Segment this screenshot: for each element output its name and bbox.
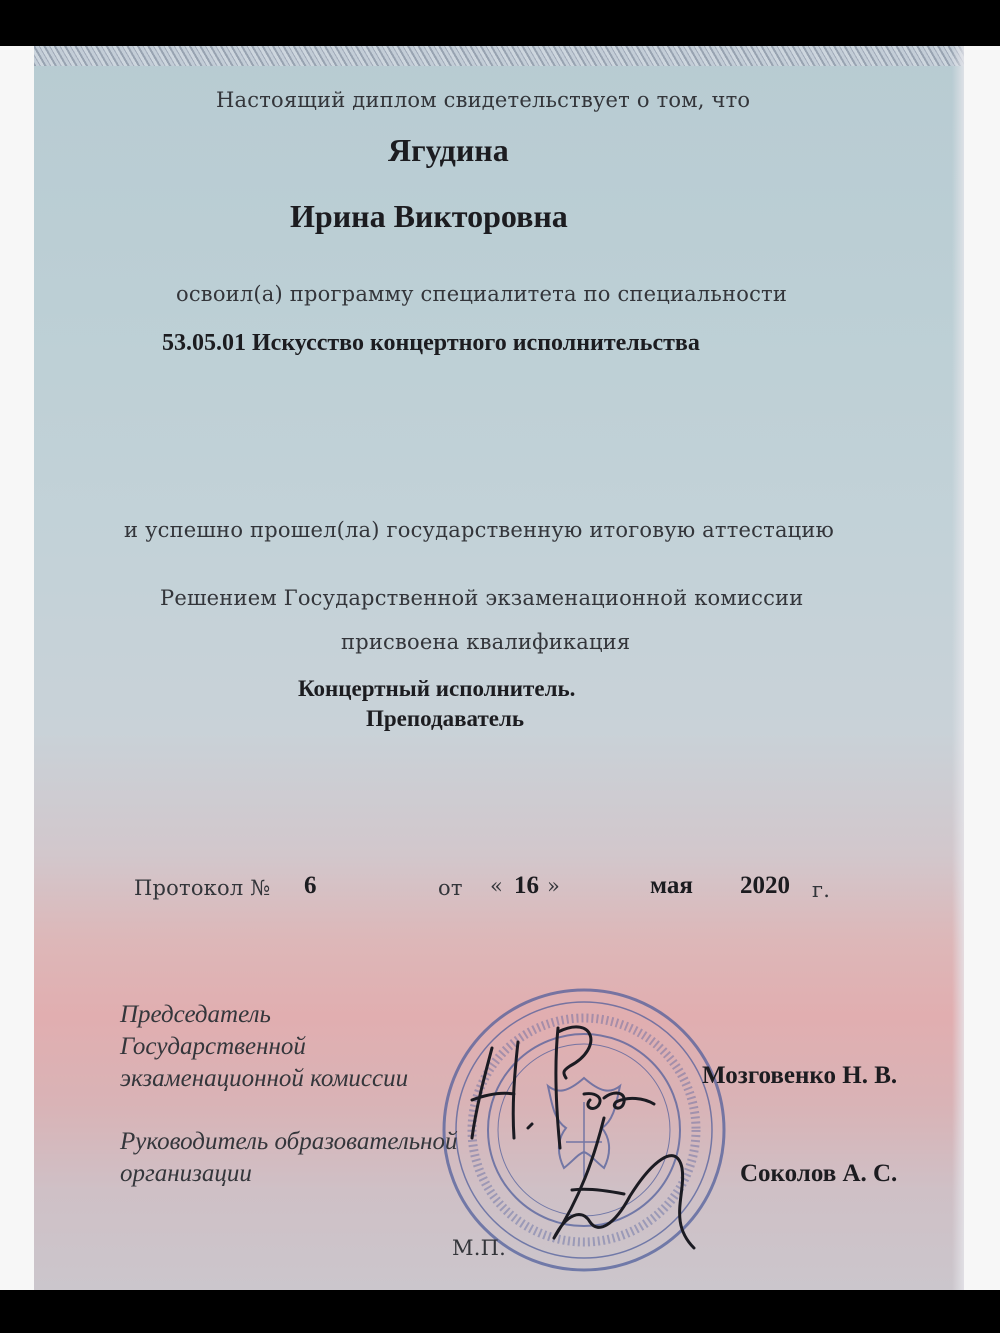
- handwritten-signatures: [454, 1008, 774, 1268]
- protocol-close-quote: »: [547, 874, 561, 898]
- page-edge: [952, 46, 964, 1290]
- chair-title-line2: Государственной: [120, 1033, 306, 1060]
- protocol-from: от: [438, 876, 463, 900]
- chair-title-line3: экзаменационной комиссии: [120, 1065, 409, 1092]
- protocol-day: 16: [514, 872, 539, 899]
- program-text: освоил(а) программу специалитета по специальности: [176, 282, 788, 306]
- protocol-year: 2020: [740, 872, 790, 899]
- intro-text: Настоящий диплом свидетельствует о том, что: [216, 88, 751, 112]
- protocol-label: Протокол №: [134, 876, 271, 900]
- decision-text: Решением Государственной экзаменационной комиссии: [160, 586, 804, 610]
- protocol-year-suffix: г.: [812, 878, 831, 902]
- seal-mark: М.П.: [452, 1236, 506, 1260]
- bottom-letterbox: [0, 1290, 1000, 1333]
- attestation-text: и успешно прошел(ла) государственную итоговую аттестацию: [124, 518, 835, 542]
- diploma-page: [34, 46, 964, 1290]
- guilloche-border: [34, 46, 964, 66]
- chair-name: Мозговенко Н. В.: [702, 1062, 898, 1089]
- protocol-month: мая: [650, 872, 693, 899]
- head-title-line1: Руководитель образовательной: [120, 1128, 458, 1155]
- qualification-line1: Концертный исполнитель.: [298, 676, 576, 701]
- protocol-open-quote: «: [490, 874, 504, 898]
- protocol-number: 6: [304, 872, 317, 899]
- chair-title-line1: Председатель: [120, 1001, 271, 1028]
- surname: Ягудина: [388, 132, 509, 168]
- head-title-line2: организации: [120, 1160, 252, 1187]
- top-letterbox: [0, 0, 1000, 46]
- head-name: Соколов А. С.: [740, 1160, 898, 1187]
- qualification-line2: Преподаватель: [366, 706, 525, 731]
- specialty: 53.05.01 Искусство концертного исполнительства: [162, 330, 700, 356]
- qualification-label: присвоена квалификация: [341, 630, 631, 654]
- given-names: Ирина Викторовна: [290, 198, 568, 234]
